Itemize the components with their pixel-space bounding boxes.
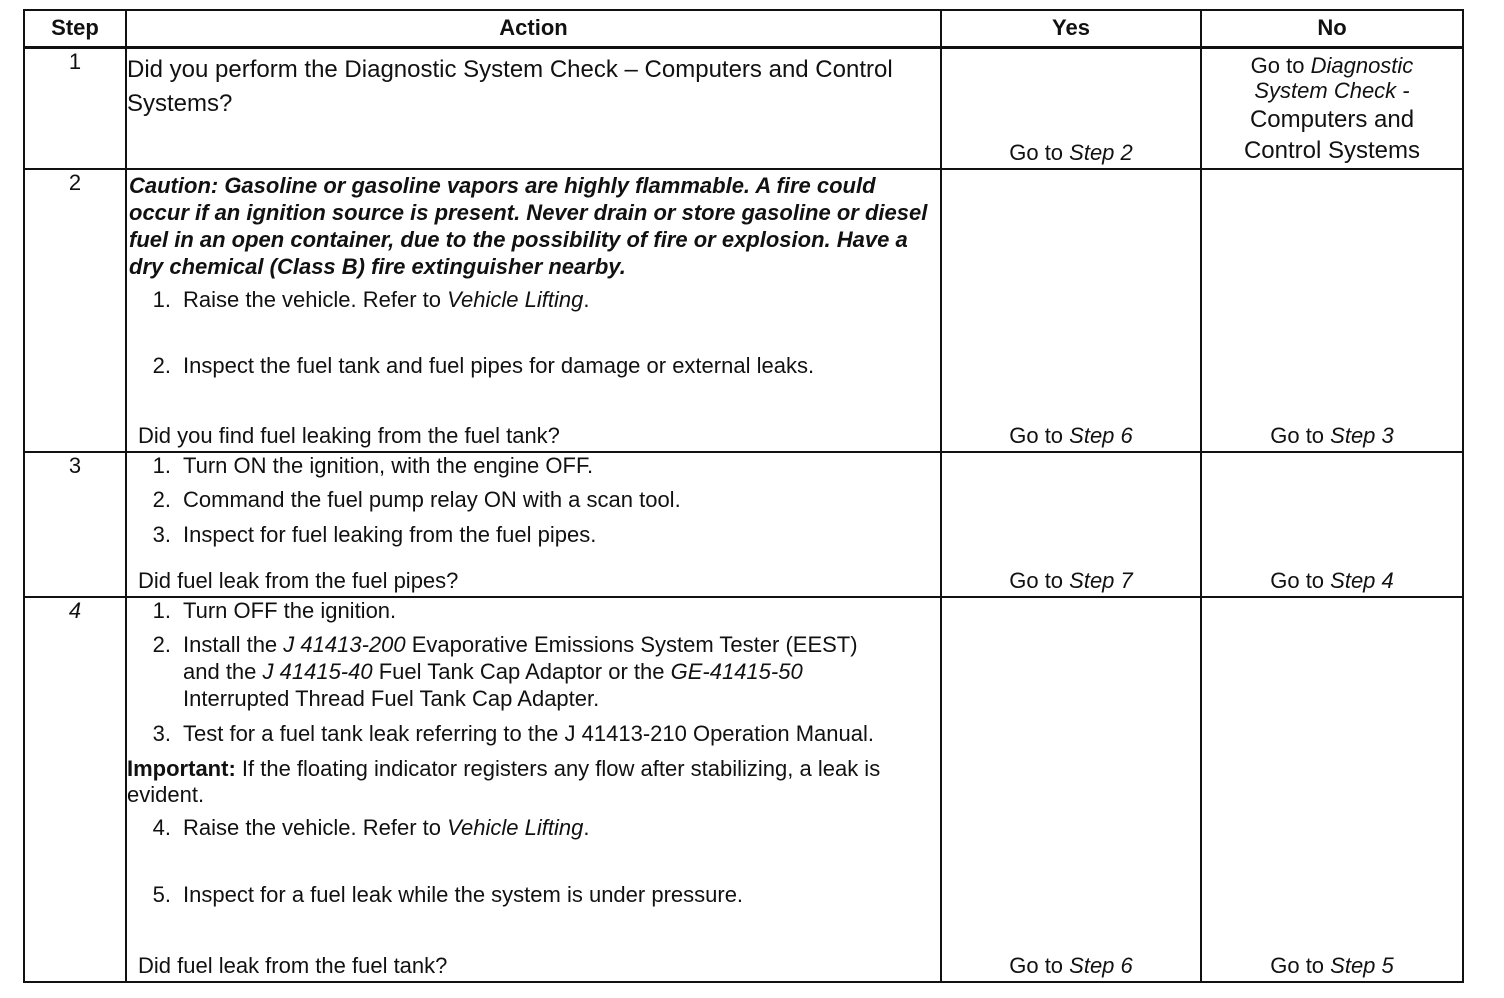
header-yes: Yes <box>941 10 1201 48</box>
action-question: Did fuel leak from the fuel pipes? <box>138 567 459 593</box>
header-row <box>24 10 1463 48</box>
list-item: 1. Turn ON the ignition, with the engine OFF. <box>152 452 594 478</box>
no-goto[interactable]: Go to Diagnostic System Check - Computers and Control Systems <box>1243 53 1421 164</box>
yes-cell <box>941 169 1201 452</box>
action-cell <box>126 48 941 169</box>
action-question: Did you perform the Diagnostic System Check – Computers and Control Systems? <box>127 56 893 117</box>
table-row <box>24 48 1463 169</box>
no-cell <box>1201 597 1463 982</box>
table-row <box>24 169 1463 452</box>
list-item: 5. Inspect for a fuel leak while the system is under pressure. <box>152 882 744 908</box>
step-number: 4 <box>24 597 126 982</box>
action-cell <box>126 597 941 982</box>
list-item: 4. Raise the vehicle. Refer to Vehicle Lifting. <box>152 815 590 841</box>
no-goto[interactable]: Go to Step 5 <box>1270 952 1394 978</box>
no-cell <box>1201 452 1463 597</box>
step-number: 2 <box>24 169 126 452</box>
list-item: 1. Raise the vehicle. Refer to Vehicle Lifting. <box>152 286 590 312</box>
step-number: 1 <box>24 48 126 169</box>
step-list <box>127 453 940 549</box>
header-no: No <box>1201 10 1463 48</box>
step-number: 3 <box>24 452 126 597</box>
tool-ref[interactable]: J 41415-40 <box>262 659 373 685</box>
important-note: Important: If the floating indicator registers any flow after stabilizing, a leak is evident. <box>127 755 881 808</box>
step-list <box>127 598 940 748</box>
list-item: 2. Inspect the fuel tank and fuel pipes for damage or external leaks. <box>152 353 815 379</box>
yes-goto[interactable]: Go to Step 6 <box>1009 952 1133 978</box>
yes-goto[interactable]: Go to Step 7 <box>1009 567 1133 593</box>
yes-cell <box>941 48 1201 169</box>
header-action: Action <box>126 10 941 48</box>
step-list <box>127 287 940 381</box>
diagnostic-table <box>23 9 1464 983</box>
list-item: 2. Command the fuel pump relay ON with a scan tool. <box>152 487 681 513</box>
list-item: 3. Inspect for fuel leaking from the fuel pipes. <box>152 522 597 548</box>
yes-cell <box>941 452 1201 597</box>
no-goto[interactable]: Go to Step 3 <box>1270 422 1394 448</box>
list-item: 3. Test for a fuel tank leak referring to the J 41413-210 Operation Manual. <box>152 720 874 746</box>
tool-ref[interactable]: J 41413-200 <box>283 632 406 658</box>
step-list <box>127 815 940 909</box>
yes-cell <box>941 597 1201 982</box>
list-item: 2. Install the J 41413-200 Evaporative Emissions System Tester (EEST) and the J 41415-40 Fuel Tank Cap Adaptor or the GE-41415-50 Interrupted Thread Fuel Tank Cap Adapter. <box>152 632 858 711</box>
table-row <box>24 597 1463 982</box>
tool-ref[interactable]: GE-41415-50 <box>670 659 803 685</box>
table-row <box>24 452 1463 597</box>
caution-text: Caution: Gasoline or gasoline vapors are highly flammable. A fire could occur if an ignition source is present. Never drain or store gasoline or diesel fuel in an open container, due to the possibility of fire or explosion. Have a dry chemical (Class B) fire extinguisher nearby. <box>129 172 928 280</box>
list-item: 1. Turn OFF the ignition. <box>152 597 397 623</box>
action-question: Did fuel leak from the fuel tank? <box>138 952 448 978</box>
no-cell <box>1201 48 1463 169</box>
ref-link[interactable]: Vehicle Lifting <box>447 286 584 312</box>
header-step: Step <box>24 10 126 48</box>
action-cell <box>126 169 941 452</box>
no-goto[interactable]: Go to Step 4 <box>1270 567 1394 593</box>
ref-link[interactable]: Vehicle Lifting <box>447 815 584 841</box>
yes-goto[interactable]: Go to Step 6 <box>1009 422 1133 448</box>
yes-goto[interactable]: Go to Step 2 <box>1009 139 1133 165</box>
action-question: Did you find fuel leaking from the fuel tank? <box>138 422 560 448</box>
no-cell <box>1201 169 1463 452</box>
action-cell <box>126 452 941 597</box>
